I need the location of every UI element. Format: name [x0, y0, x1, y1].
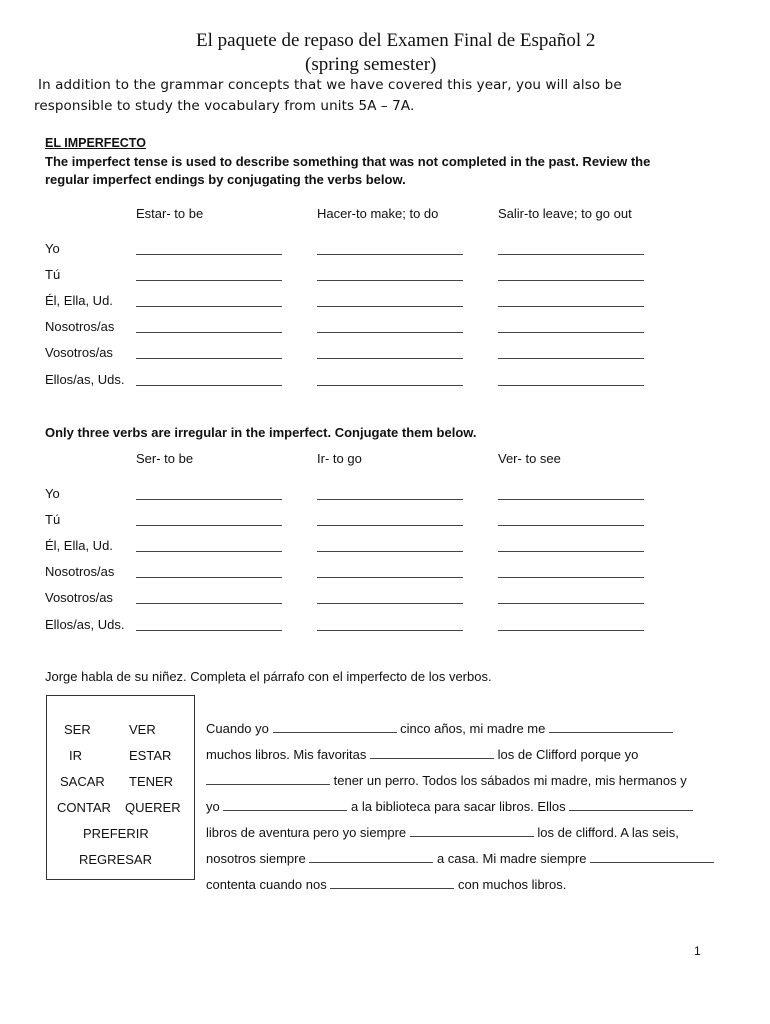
- paragraph-text: muchos libros. Mis favoritas: [206, 747, 367, 762]
- blank-salir-ellos[interactable]: [498, 385, 644, 386]
- blank-ser-el[interactable]: [136, 551, 282, 552]
- paragraph-line-7: [206, 877, 566, 892]
- blank-hacer-nosotros[interactable]: [317, 332, 463, 333]
- blank-ver-el[interactable]: [498, 551, 644, 552]
- blank-ir-tu[interactable]: [317, 525, 463, 526]
- paragraph-line-1: [206, 721, 673, 736]
- blank-ver-tu[interactable]: [498, 525, 644, 526]
- blank-ser-vosotros[interactable]: [136, 603, 282, 604]
- blank-estar-ellos[interactable]: [136, 385, 282, 386]
- paragraph-blank-5[interactable]: [223, 810, 347, 811]
- blank-estar-vosotros[interactable]: [136, 358, 282, 359]
- blank-hacer-yo[interactable]: [317, 254, 463, 255]
- blank-hacer-ellos[interactable]: [317, 385, 463, 386]
- paragraph-instruction: Jorge habla de su niñez. Completa el párrafo con el imperfecto de los verbos.: [45, 669, 492, 684]
- paragraph-blank-9[interactable]: [590, 862, 714, 863]
- subject-ellos-uds: Ellos/as, Uds.: [45, 372, 125, 387]
- paragraph-blank-4[interactable]: [206, 784, 330, 785]
- verb-header-ver: Ver- to see: [498, 451, 561, 466]
- paragraph-blank-8[interactable]: [309, 862, 433, 863]
- blank-hacer-vosotros[interactable]: [317, 358, 463, 359]
- paragraph-text: Cuando yo: [206, 721, 269, 736]
- paragraph-text: a la biblioteca para sacar libros. Ellos: [350, 799, 566, 814]
- word-bank-ser: SER: [64, 722, 91, 737]
- imperfecto-instruction-1: The imperfect tense is used to describe something that was not completed in the past. Review the: [45, 154, 651, 169]
- word-bank-regresar: REGRESAR: [79, 852, 152, 867]
- paragraph-text: con muchos libros.: [457, 877, 567, 892]
- paragraph-line-4: [206, 799, 693, 814]
- subject-tu: Tú: [45, 512, 61, 527]
- page-number: 1: [694, 944, 701, 958]
- page-title: El paquete de repaso del Examen Final de Español 2: [196, 30, 596, 51]
- irregular-instruction: Only three verbs are irregular in the imperfect. Conjugate them below.: [45, 425, 477, 440]
- blank-salir-el[interactable]: [498, 306, 644, 307]
- paragraph-text: yo: [206, 799, 220, 814]
- paragraph-blank-10[interactable]: [330, 888, 454, 889]
- subject-tu: Tú: [45, 267, 61, 282]
- subject-yo: Yo: [45, 486, 60, 501]
- blank-ser-nosotros[interactable]: [136, 577, 282, 578]
- subject-nosotros: Nosotros/as: [45, 319, 115, 334]
- subject-vosotros: Vosotros/as: [45, 590, 113, 605]
- imperfecto-instruction-2: regular imperfect endings by conjugating the verbs below.: [45, 172, 406, 187]
- blank-ver-ellos[interactable]: [498, 630, 644, 631]
- paragraph-line-5: [206, 825, 679, 840]
- blank-ser-tu[interactable]: [136, 525, 282, 526]
- verb-header-hacer: Hacer-to make; to do: [317, 206, 439, 221]
- paragraph-text: nosotros siempre: [206, 851, 306, 866]
- blank-salir-tu[interactable]: [498, 280, 644, 281]
- blank-estar-nosotros[interactable]: [136, 332, 282, 333]
- section-heading-imperfecto: EL IMPERFECTO: [45, 136, 146, 150]
- verb-header-salir: Salir-to leave; to go out: [498, 206, 632, 221]
- word-bank-ir: IR: [69, 748, 82, 763]
- blank-estar-yo[interactable]: [136, 254, 282, 255]
- page-subtitle: (spring semester): [305, 54, 437, 75]
- word-bank-tener: TENER: [129, 774, 174, 789]
- blank-ir-el[interactable]: [317, 551, 463, 552]
- paragraph-line-6: [206, 851, 714, 866]
- subject-yo: Yo: [45, 241, 60, 256]
- paragraph-blank-6[interactable]: [569, 810, 693, 811]
- paragraph-blank-2[interactable]: [549, 732, 673, 733]
- blank-ver-nosotros[interactable]: [498, 577, 644, 578]
- word-bank-estar: ESTAR: [129, 748, 172, 763]
- blank-estar-tu[interactable]: [136, 280, 282, 281]
- blank-ir-vosotros[interactable]: [317, 603, 463, 604]
- paragraph-line-2: [206, 747, 638, 762]
- blank-estar-el[interactable]: [136, 306, 282, 307]
- paragraph-text: cinco años, mi madre me: [400, 721, 546, 736]
- blank-ir-yo[interactable]: [317, 499, 463, 500]
- word-bank-contar: CONTAR: [57, 800, 111, 815]
- verb-header-ir: Ir- to go: [317, 451, 362, 466]
- blank-salir-yo[interactable]: [498, 254, 644, 255]
- intro-line-1: In addition to the grammar concepts that we have covered this year, you will also be: [38, 77, 622, 93]
- paragraph-text: a casa. Mi madre siempre: [436, 851, 587, 866]
- paragraph-line-3: [206, 773, 687, 788]
- blank-ver-vosotros[interactable]: [498, 603, 644, 604]
- subject-el-ella-ud: Él, Ella, Ud.: [45, 538, 113, 553]
- blank-salir-vosotros[interactable]: [498, 358, 644, 359]
- blank-ver-yo[interactable]: [498, 499, 644, 500]
- subject-el-ella-ud: Él, Ella, Ud.: [45, 293, 113, 308]
- verb-header-ser: Ser- to be: [136, 451, 194, 466]
- paragraph-text: los de clifford. A las seis,: [537, 825, 679, 840]
- word-bank-preferir: PREFERIR: [83, 826, 149, 841]
- blank-ir-nosotros[interactable]: [317, 577, 463, 578]
- blank-ir-ellos[interactable]: [317, 630, 463, 631]
- subject-ellos-uds: Ellos/as, Uds.: [45, 617, 125, 632]
- paragraph-blank-7[interactable]: [410, 836, 534, 837]
- paragraph-text: libros de aventura pero yo siempre: [206, 825, 407, 840]
- blank-ser-ellos[interactable]: [136, 630, 282, 631]
- intro-line-2: responsible to study the vocabulary from units 5A – 7A.: [34, 98, 415, 114]
- blank-ser-yo[interactable]: [136, 499, 282, 500]
- word-bank-ver: VER: [129, 722, 156, 737]
- paragraph-text: tener un perro. Todos los sábados mi madre, mis hermanos y: [333, 773, 687, 788]
- paragraph-text: los de Clifford porque yo: [497, 747, 639, 762]
- subject-nosotros: Nosotros/as: [45, 564, 115, 579]
- verb-header-estar: Estar- to be: [136, 206, 204, 221]
- blank-hacer-tu[interactable]: [317, 280, 463, 281]
- paragraph-text: contenta cuando nos: [206, 877, 327, 892]
- blank-salir-nosotros[interactable]: [498, 332, 644, 333]
- word-bank-sacar: SACAR: [60, 774, 105, 789]
- paragraph-blank-1[interactable]: [273, 732, 397, 733]
- word-bank-querer: QUERER: [125, 800, 181, 815]
- subject-vosotros: Vosotros/as: [45, 345, 113, 360]
- paragraph-blank-3[interactable]: [370, 758, 494, 759]
- blank-hacer-el[interactable]: [317, 306, 463, 307]
